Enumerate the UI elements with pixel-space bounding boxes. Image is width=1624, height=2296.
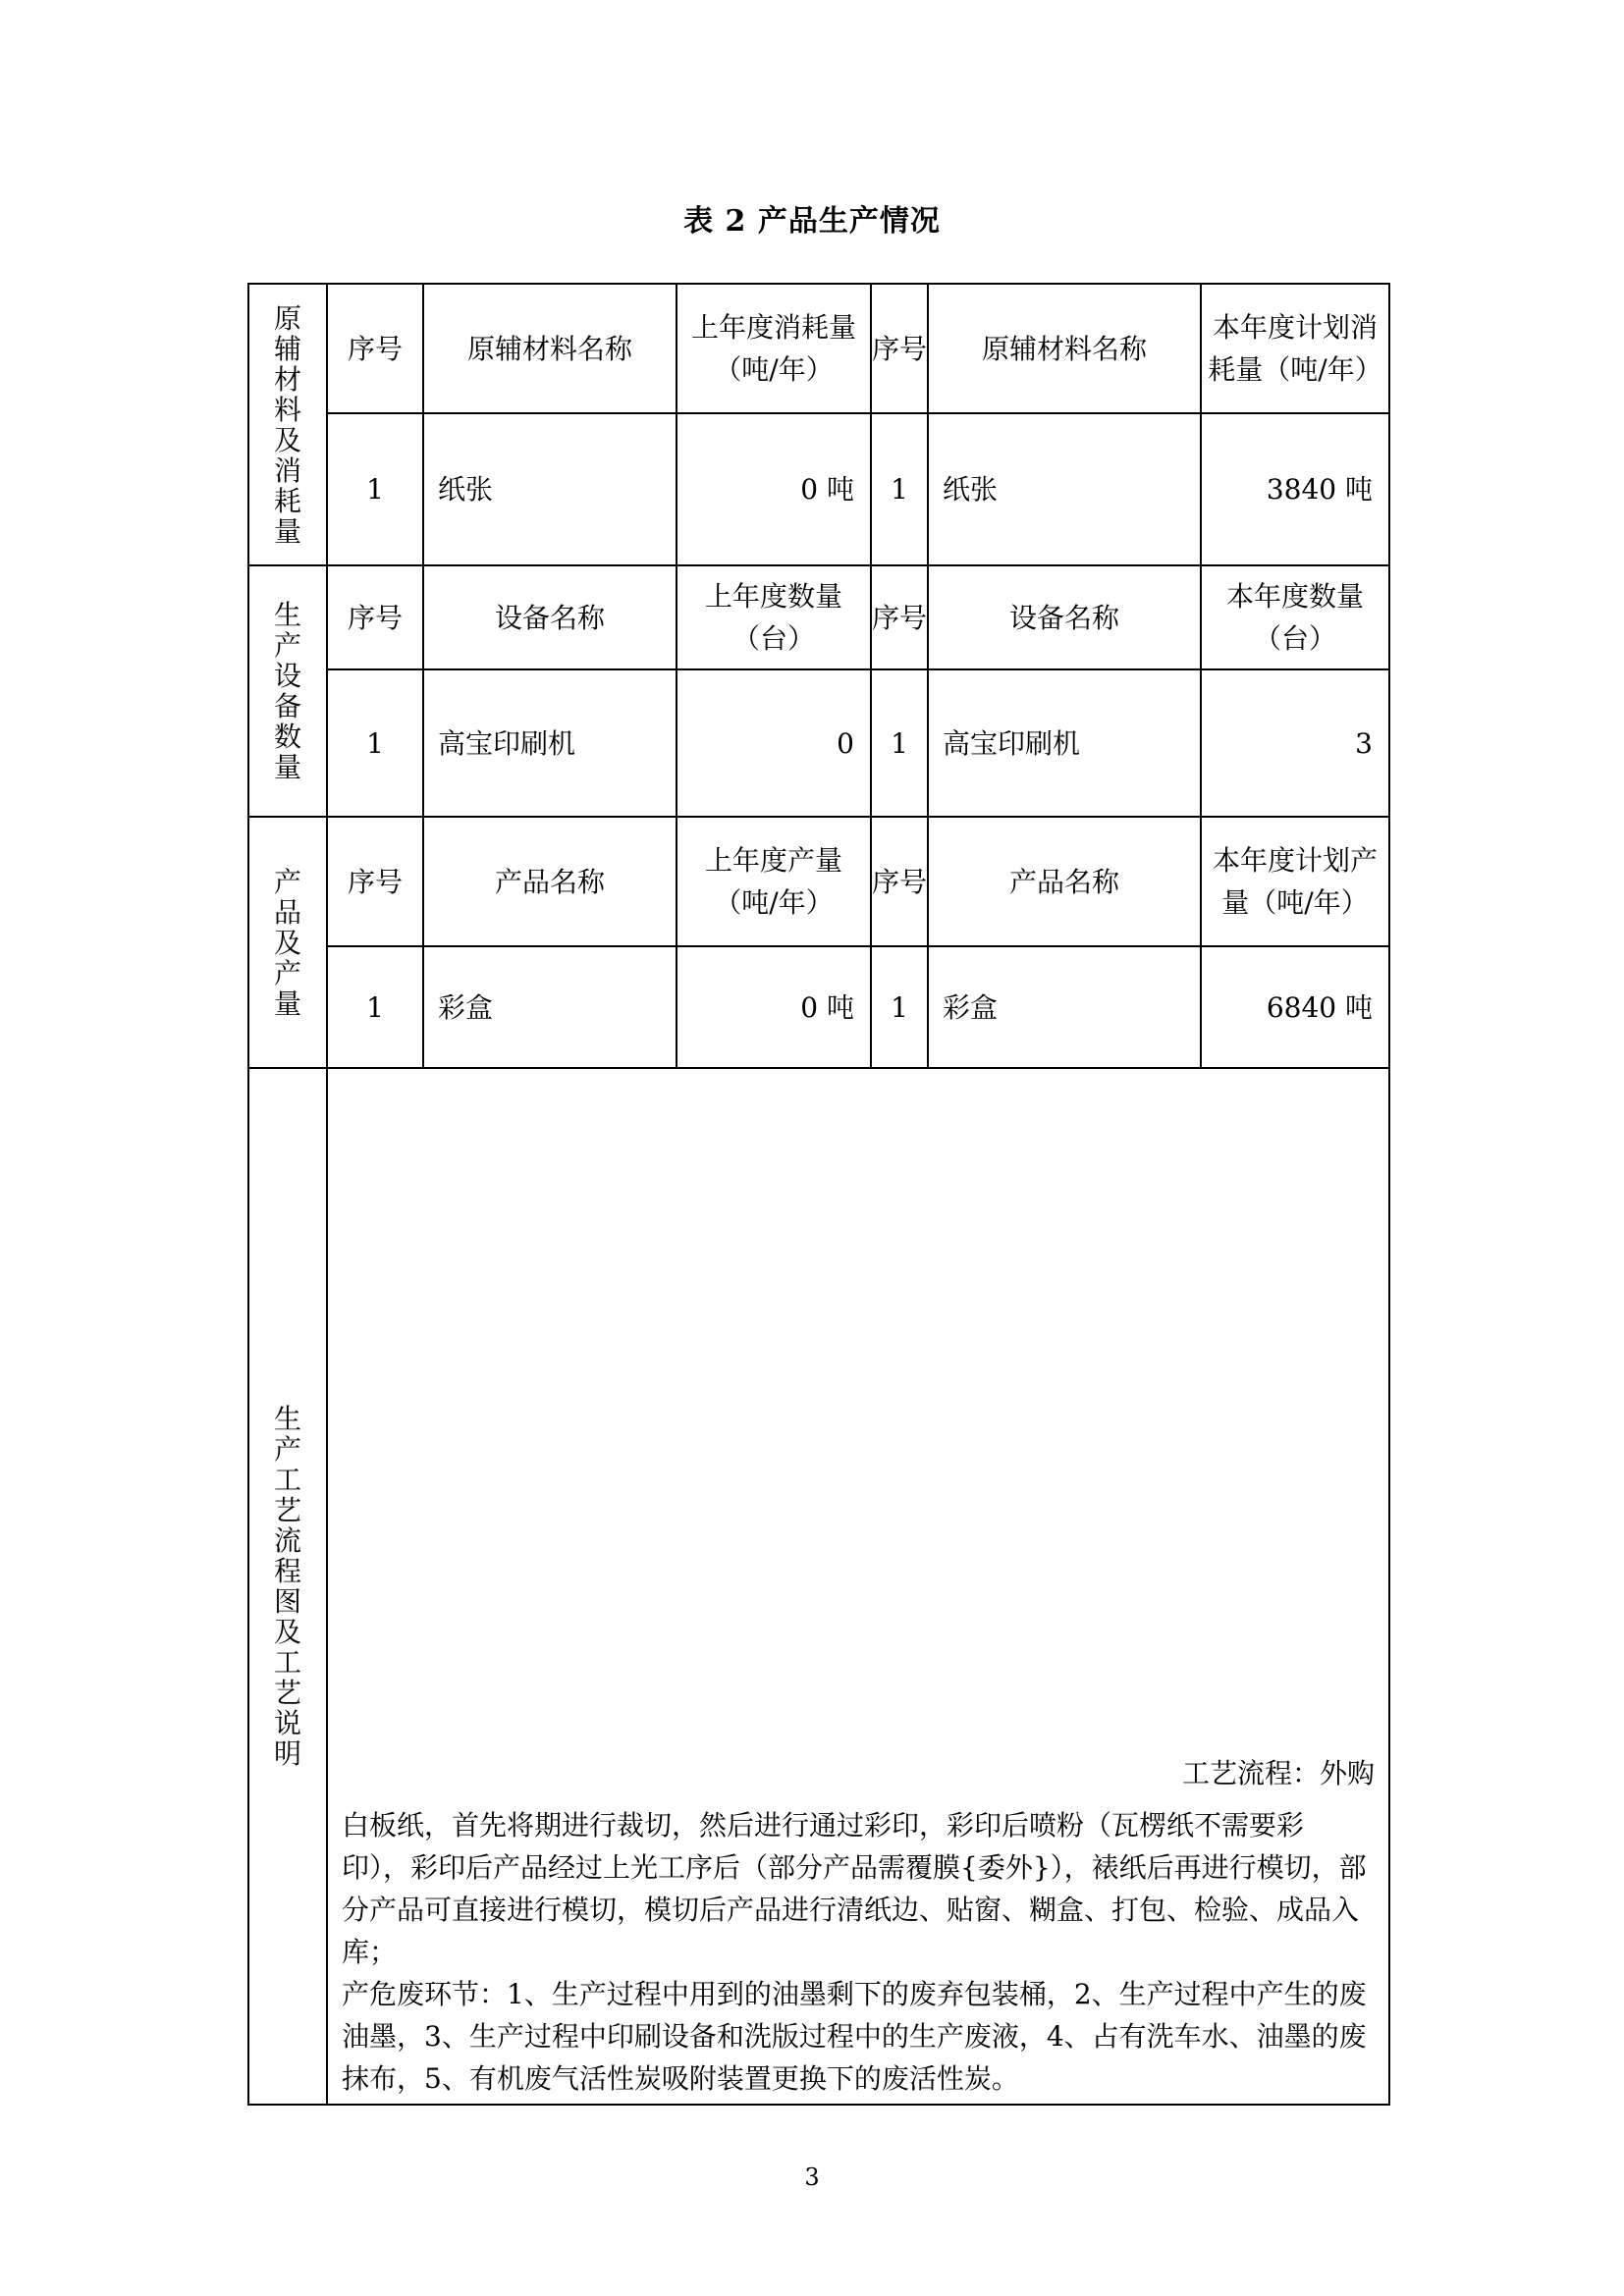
materials-name: 纸张 (423, 413, 677, 565)
materials-side-label: 原 辅 材 料 及 消 耗 量 (248, 284, 327, 565)
products-header-seq: 序号 (327, 817, 423, 946)
process-flow-label: 工艺流程：外购 (1181, 1757, 1375, 1789)
materials-header-name: 原辅材料名称 (423, 284, 677, 413)
products-seq-2: 1 (871, 946, 928, 1068)
materials-header-this-year: 本年度计划消耗量（吨/年） (1201, 284, 1389, 413)
products-name-2: 彩盒 (928, 946, 1201, 1068)
materials-last-year-value: 0 吨 (677, 413, 871, 565)
products-last-year-value: 0 吨 (677, 946, 871, 1068)
process-description: 白板纸，首先将期进行裁切，然后进行通过彩印，彩印后喷粉（瓦楞纸不需要彩印），彩印后产品经过上光工序后（部分产品需覆膜{委外}），裱纸后再进行模切，部分产品可直接进行模切，模切后产品进行清纸边、贴窗、糊盒、打包、检验、成品入库； (342, 1809, 1367, 1968)
materials-seq-2: 1 (871, 413, 928, 565)
equipment-header-last-year: 上年度数量（台） (677, 565, 871, 669)
products-name: 彩盒 (423, 946, 677, 1068)
products-data-row (248, 946, 1389, 1068)
products-header-name: 产品名称 (423, 817, 677, 946)
equipment-name: 高宝印刷机 (423, 669, 677, 817)
materials-header-last-year: 上年度消耗量（吨/年） (677, 284, 871, 413)
process-side-label: 生 产 工 艺 流 程 图 及 工 艺 说 明 (248, 1068, 327, 2105)
products-side-label: 产 品 及 产 量 (248, 817, 327, 1068)
products-seq: 1 (327, 946, 423, 1068)
materials-data-row (248, 413, 1389, 565)
materials-header-row (248, 284, 1389, 413)
materials-this-year-value: 3840 吨 (1201, 413, 1389, 565)
products-header-name-2: 产品名称 (928, 817, 1201, 946)
process-row (248, 1068, 1389, 2105)
equipment-this-year-value: 3 (1201, 669, 1389, 817)
equipment-side-label: 生 产 设 备 数 量 (248, 565, 327, 817)
materials-header-seq-2: 序号 (871, 284, 928, 413)
equipment-header-row (248, 565, 1389, 669)
products-this-year-value: 6840 吨 (1201, 946, 1389, 1068)
materials-header-seq: 序号 (327, 284, 423, 413)
equipment-name-2: 高宝印刷机 (928, 669, 1201, 817)
equipment-header-name: 设备名称 (423, 565, 677, 669)
equipment-seq: 1 (327, 669, 423, 817)
products-header-this-year: 本年度计划产量（吨/年） (1201, 817, 1389, 946)
process-content (327, 1068, 1389, 2105)
materials-seq: 1 (327, 413, 423, 565)
production-table (247, 283, 1390, 2106)
equipment-header-seq-2: 序号 (871, 565, 928, 669)
hazard-waste-description: 产危废环节：1、生产过程中用到的油墨剩下的废弃包装桶，2、生产过程中产生的废油墨，3、生产过程中印刷设备和洗版过程中的生产废液，4、占有洗车水、油墨的废抹布，5、有机废气活性炭吸附装置更换下的废活性炭。 (342, 1978, 1367, 2095)
equipment-header-seq: 序号 (327, 565, 423, 669)
products-header-row (248, 817, 1389, 946)
table-title: 表 2 产品生产情况 (683, 204, 941, 239)
equipment-header-this-year: 本年度数量（台） (1201, 565, 1389, 669)
materials-header-name-2: 原辅材料名称 (928, 284, 1201, 413)
materials-name-2: 纸张 (928, 413, 1201, 565)
products-header-last-year: 上年度产量（吨/年） (677, 817, 871, 946)
equipment-data-row (248, 669, 1389, 817)
products-header-seq-2: 序号 (871, 817, 928, 946)
equipment-seq-2: 1 (871, 669, 928, 817)
equipment-header-name-2: 设备名称 (928, 565, 1201, 669)
page-number: 3 (804, 2163, 820, 2191)
equipment-last-year-value: 0 (677, 669, 871, 817)
